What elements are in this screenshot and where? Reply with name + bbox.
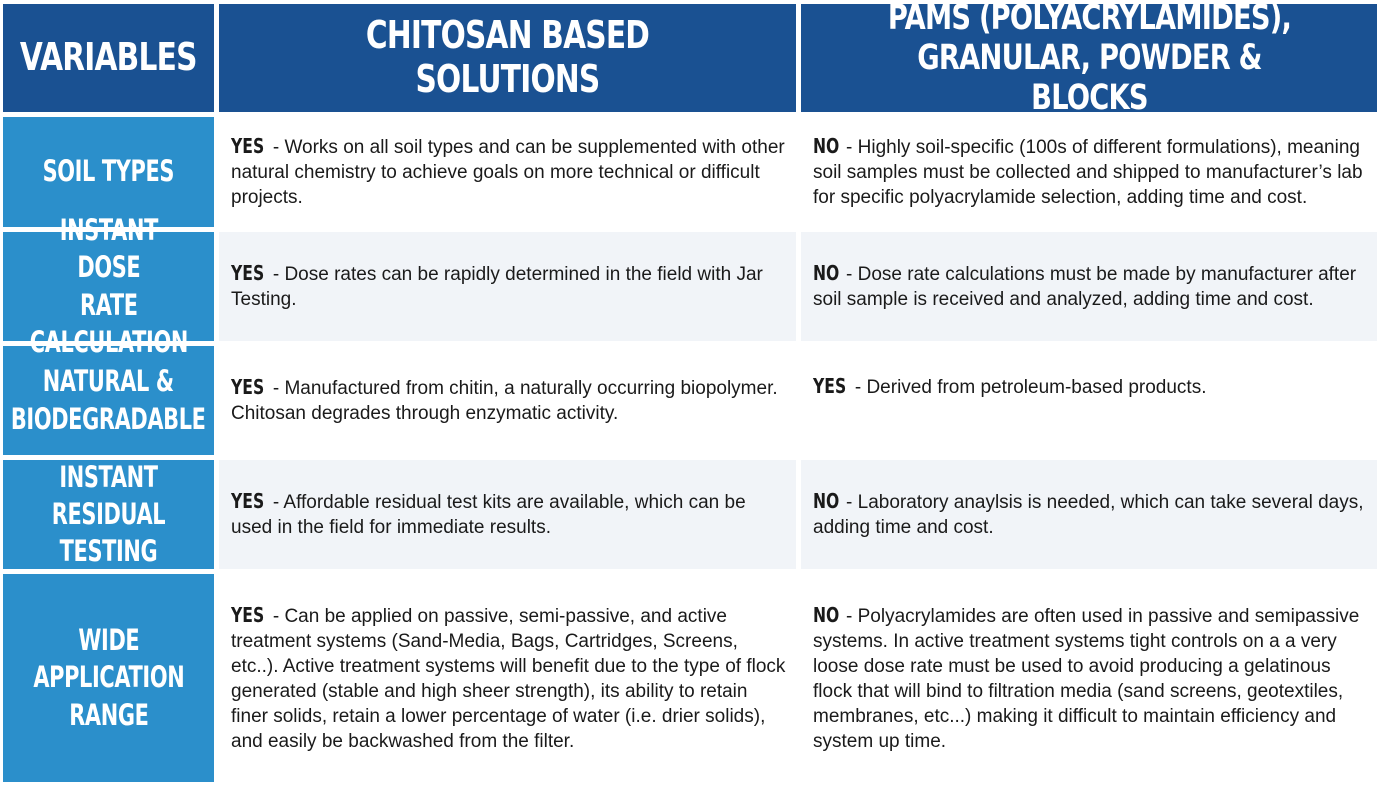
row-variable-residual-testing [3, 460, 214, 569]
verdict-label: YES [231, 134, 265, 158]
chitosan-cell [219, 117, 796, 227]
row-variable-instant-dose [3, 213, 214, 359]
chitosan-cell [219, 460, 796, 569]
pams-cell [801, 574, 1377, 782]
cell-text: - Dose rates can be rapidly determined in the field with Jar Testing. [231, 264, 763, 310]
variable-label: WIDE APPLICATION RANGE [32, 623, 184, 732]
variable-label: INSTANT DOSE RATE CALCULATION [29, 213, 188, 359]
pams-cell [801, 346, 1377, 455]
chitosan-cell [219, 232, 796, 341]
verdict-label: YES [231, 602, 265, 627]
cell-text: - Affordable residual test kits are available, which can be used in the field for immediate results. [231, 492, 746, 538]
verdict-label: NO [813, 134, 840, 158]
variable-label: SOIL TYPES [42, 154, 175, 189]
variable-label: INSTANT RESIDUAL TESTING [51, 459, 166, 569]
chitosan-cell [219, 346, 796, 455]
chitosan-cell [219, 574, 796, 782]
cell-text: - Derived from petroleum-based products. [849, 377, 1207, 398]
verdict-label: NO [813, 489, 840, 513]
header-variables-label: VARIABLES [20, 35, 197, 80]
header-chitosan-label: CHITOSAN BASED SOLUTIONS [365, 13, 650, 101]
row-variable-natural [3, 346, 214, 455]
row-variable-application-range [3, 574, 214, 782]
cell-text: - Highly soil-specific (100s of different formulations), meaning soil samples must be collected and shipped to manufacturer’s lab for specific polyacrylamide selection, adding time and cost. [813, 137, 1363, 208]
header-pams-label: PAMS (POLYACRYLAMIDES), GRANULAR, POWDER & BLOCKS [887, 0, 1292, 119]
header-pams [801, 0, 1377, 119]
cell-text: - Manufactured from chitin, a naturally occurring biopolymer. Chitosan degrades through enzymatic activity. [231, 378, 778, 424]
pams-cell [801, 117, 1377, 227]
variable-label: NATURAL & BIODEGRADABLE [11, 364, 206, 436]
verdict-label: NO [813, 261, 840, 285]
cell-text: - Laboratory anaylsis is needed, which can take several days, adding time and cost. [813, 492, 1364, 538]
verdict-label: NO [813, 602, 840, 627]
verdict-label: YES [231, 489, 265, 513]
verdict-label: YES [231, 375, 265, 399]
header-chitosan [219, 4, 796, 112]
verdict-label: YES [813, 374, 847, 398]
pams-cell [801, 232, 1377, 341]
header-variables [3, 4, 214, 112]
cell-text: - Works on all soil types and can be supplemented with other natural chemistry to achieve goals on more technical or difficult projects. [231, 137, 785, 208]
verdict-label: YES [231, 261, 265, 285]
cell-text: - Polyacrylamides are often used in passive and semipassive systems. In active treatment systems tight controls on a a very loose dose rate must be used to avoid producing a gelatinous flock that will bind to filtration media (sand screens, geotextiles, membranes, etc...) making it difficult to maintain efficiency and system up time. [813, 605, 1360, 752]
row-variable-soil-types [3, 117, 214, 227]
pams-cell [801, 460, 1377, 569]
cell-text: - Can be applied on passive, semi-passive, and active treatment systems (Sand-Media, Bags, Cartridges, Screens, etc..). Active treatment systems will benefit due to the type of flock generated (stable and high sheer strength), its ability to retain finer solids, retain a lower percentage of water (i.e. drier solids), and easily be backwashed from the filter. [231, 605, 786, 752]
cell-text: - Dose rate calculations must be made by manufacturer after soil sample is received and analyzed, adding time and cost. [813, 264, 1357, 310]
